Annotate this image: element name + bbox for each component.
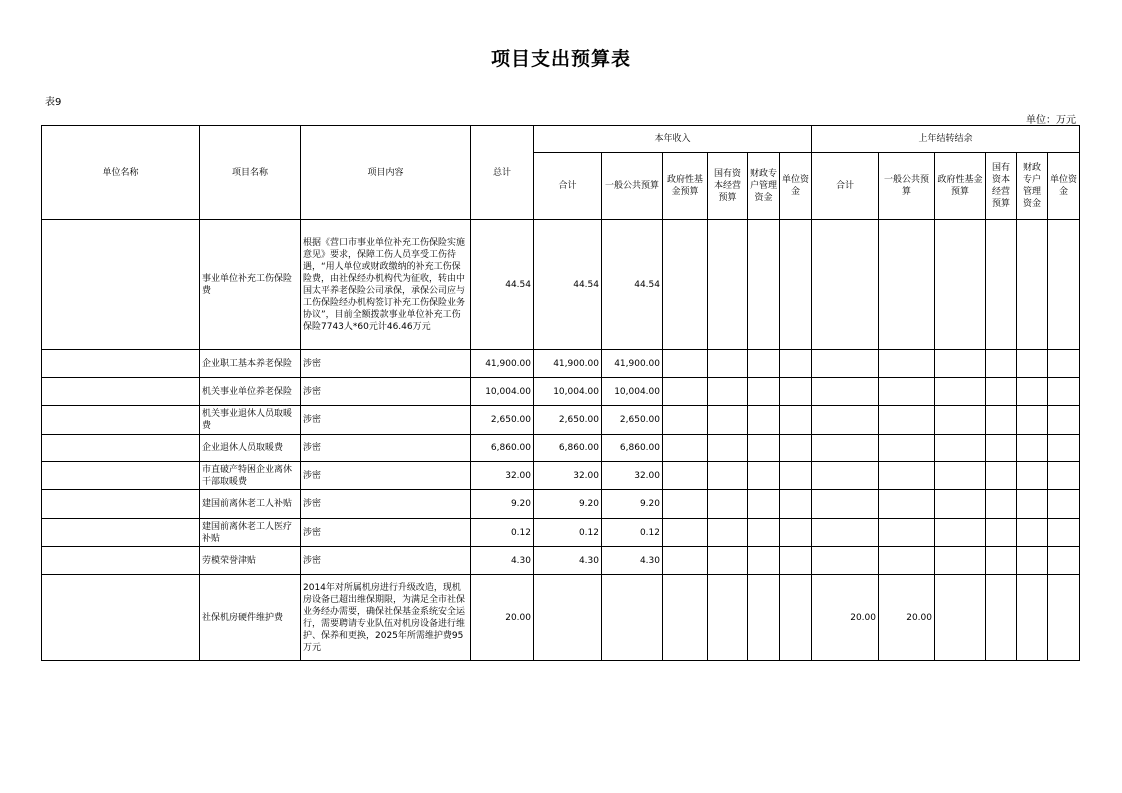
cell-total: 41,900.00: [471, 350, 534, 378]
cell-unit-name: [42, 350, 200, 378]
cell-income-general-budget: 0.12: [602, 519, 663, 547]
cell-income-subtotal: 10,004.00: [534, 378, 602, 406]
header-project-name: 项目名称: [200, 126, 301, 220]
cell-carryover-subtotal: [812, 490, 879, 519]
cell-income-unit-fund: [780, 220, 812, 350]
header-income-fiscal-special: 财政专户管理资金: [748, 153, 780, 220]
header-carryover-gov-fund: 政府性基金预算: [935, 153, 986, 220]
header-total: 总计: [471, 126, 534, 220]
cell-income-general-budget: 6,860.00: [602, 435, 663, 462]
cell-carryover-gov-fund: [935, 547, 986, 575]
cell-unit-name: [42, 435, 200, 462]
cell-income-subtotal: 6,860.00: [534, 435, 602, 462]
cell-carryover-general-budget: [879, 378, 935, 406]
table-row: [42, 378, 1080, 406]
cell-income-unit-fund: [780, 547, 812, 575]
cell-income-state-capital: [708, 575, 748, 661]
page-title: 项目支出预算表: [490, 48, 631, 70]
cell-income-fiscal-special: [748, 490, 780, 519]
cell-income-general-budget: 32.00: [602, 462, 663, 490]
cell-carryover-state-capital: [986, 220, 1017, 350]
cell-income-state-capital: [708, 490, 748, 519]
header-income-state-capital: 国有资本经营预算: [708, 153, 748, 220]
cell-carryover-state-capital: [986, 462, 1017, 490]
cell-income-state-capital: [708, 435, 748, 462]
cell-carryover-fiscal-special: [1017, 575, 1048, 661]
cell-project-name: 机关事业单位养老保险: [200, 378, 301, 406]
cell-project-content: 涉密: [301, 490, 471, 519]
cell-carryover-unit-fund: [1048, 435, 1080, 462]
cell-income-subtotal: 9.20: [534, 490, 602, 519]
header-current-year-income: 本年收入: [534, 126, 812, 153]
cell-income-general-budget: 4.30: [602, 547, 663, 575]
cell-income-general-budget: 10,004.00: [602, 378, 663, 406]
cell-carryover-unit-fund: [1048, 547, 1080, 575]
cell-carryover-subtotal: [812, 435, 879, 462]
cell-project-name: 市直破产特困企业离休干部取暖费: [200, 462, 301, 490]
cell-income-unit-fund: [780, 435, 812, 462]
cell-project-content: 涉密: [301, 406, 471, 435]
table-row: [42, 575, 1080, 661]
cell-total: 32.00: [471, 462, 534, 490]
header-prior-year-carryover: 上年结转结余: [812, 126, 1080, 153]
header-income-general-budget: 一般公共预算: [602, 153, 663, 220]
cell-project-name: 企业职工基本养老保险: [200, 350, 301, 378]
cell-income-unit-fund: [780, 406, 812, 435]
cell-carryover-state-capital: [986, 435, 1017, 462]
table-body: [42, 220, 1080, 661]
cell-carryover-gov-fund: [935, 575, 986, 661]
cell-project-name: 劳模荣誉津贴: [200, 547, 301, 575]
cell-project-content: 2014年对所属机房进行升级改造，现机房设备已超出维保期限，为满足全市社保业务经办需要，确保社保基金系统安全运行，需要聘请专业队伍对机房设备进行维护、保养和更换，2025年所需维护费95万元: [301, 575, 471, 661]
cell-carryover-general-budget: [879, 406, 935, 435]
cell-carryover-subtotal: [812, 220, 879, 350]
cell-income-state-capital: [708, 220, 748, 350]
header-carryover-subtotal: 合计: [812, 153, 879, 220]
cell-carryover-fiscal-special: [1017, 519, 1048, 547]
cell-unit-name: [42, 220, 200, 350]
cell-unit-name: [42, 519, 200, 547]
budget-table: [41, 125, 1080, 661]
cell-carryover-unit-fund: [1048, 462, 1080, 490]
cell-income-fiscal-special: [748, 547, 780, 575]
cell-project-content: 涉密: [301, 462, 471, 490]
cell-income-state-capital: [708, 547, 748, 575]
cell-unit-name: [42, 575, 200, 661]
cell-carryover-state-capital: [986, 490, 1017, 519]
cell-income-gov-fund: [663, 378, 708, 406]
table-row: [42, 435, 1080, 462]
cell-income-unit-fund: [780, 519, 812, 547]
cell-income-subtotal: 4.30: [534, 547, 602, 575]
table-row: [42, 462, 1080, 490]
cell-total: 4.30: [471, 547, 534, 575]
cell-income-subtotal: 44.54: [534, 220, 602, 350]
cell-carryover-subtotal: [812, 519, 879, 547]
cell-carryover-state-capital: [986, 519, 1017, 547]
cell-income-fiscal-special: [748, 575, 780, 661]
cell-carryover-unit-fund: [1048, 575, 1080, 661]
cell-carryover-state-capital: [986, 406, 1017, 435]
cell-income-fiscal-special: [748, 435, 780, 462]
cell-total: 10,004.00: [471, 378, 534, 406]
cell-income-gov-fund: [663, 490, 708, 519]
cell-income-general-budget: 44.54: [602, 220, 663, 350]
cell-carryover-general-budget: [879, 350, 935, 378]
cell-carryover-subtotal: [812, 547, 879, 575]
table-row: [42, 547, 1080, 575]
cell-total: 2,650.00: [471, 406, 534, 435]
table-number: 表9: [45, 97, 62, 108]
cell-income-unit-fund: [780, 462, 812, 490]
header-income-subtotal: 合计: [534, 153, 602, 220]
cell-total: 0.12: [471, 519, 534, 547]
cell-income-general-budget: 2,650.00: [602, 406, 663, 435]
cell-income-subtotal: 0.12: [534, 519, 602, 547]
cell-income-state-capital: [708, 462, 748, 490]
table-header: [42, 126, 1080, 220]
cell-income-gov-fund: [663, 519, 708, 547]
cell-carryover-general-budget: [879, 547, 935, 575]
cell-income-state-capital: [708, 519, 748, 547]
header-unit-name: 单位名称: [42, 126, 200, 220]
cell-total: 44.54: [471, 220, 534, 350]
cell-project-content: 根据《营口市事业单位补充工伤保险实施意见》要求，保障工伤人员享受工伤待遇，“用人单位或财政缴纳的补充工伤保险费，由社保经办机构代为征收，转由中国太平养老保险公司承保，承保公司应与工伤保险经办机构签订补充工伤保险业务协议”，目前全额拨款事业单位补充工伤保险7743人*60元计46.46万元: [301, 220, 471, 350]
cell-carryover-unit-fund: [1048, 350, 1080, 378]
cell-carryover-subtotal: [812, 406, 879, 435]
cell-project-content: 涉密: [301, 378, 471, 406]
header-project-content: 项目内容: [301, 126, 471, 220]
cell-total: 9.20: [471, 490, 534, 519]
cell-unit-name: [42, 406, 200, 435]
unit-label: 单位：万元: [1026, 115, 1076, 126]
header-income-gov-fund: 政府性基金预算: [663, 153, 708, 220]
cell-carryover-subtotal: [812, 378, 879, 406]
cell-carryover-unit-fund: [1048, 490, 1080, 519]
cell-carryover-general-budget: [879, 519, 935, 547]
table-row: [42, 350, 1080, 378]
cell-income-fiscal-special: [748, 350, 780, 378]
cell-carryover-gov-fund: [935, 220, 986, 350]
cell-carryover-fiscal-special: [1017, 406, 1048, 435]
cell-carryover-unit-fund: [1048, 519, 1080, 547]
table-row: [42, 490, 1080, 519]
table-row: [42, 220, 1080, 350]
cell-income-gov-fund: [663, 547, 708, 575]
cell-project-name: 建国前离休老工人补贴: [200, 490, 301, 519]
cell-carryover-gov-fund: [935, 462, 986, 490]
cell-carryover-state-capital: [986, 350, 1017, 378]
cell-unit-name: [42, 462, 200, 490]
cell-carryover-general-budget: [879, 435, 935, 462]
cell-total: 6,860.00: [471, 435, 534, 462]
cell-project-name: 建国前离休老工人医疗补贴: [200, 519, 301, 547]
cell-income-state-capital: [708, 350, 748, 378]
cell-carryover-fiscal-special: [1017, 490, 1048, 519]
header-carryover-unit-fund: 单位资金: [1048, 153, 1080, 220]
cell-income-unit-fund: [780, 378, 812, 406]
cell-income-state-capital: [708, 406, 748, 435]
cell-income-unit-fund: [780, 575, 812, 661]
cell-unit-name: [42, 378, 200, 406]
cell-income-subtotal: [534, 575, 602, 661]
cell-income-subtotal: 32.00: [534, 462, 602, 490]
cell-carryover-general-budget: [879, 220, 935, 350]
cell-carryover-general-budget: [879, 462, 935, 490]
cell-income-unit-fund: [780, 350, 812, 378]
cell-unit-name: [42, 490, 200, 519]
cell-income-gov-fund: [663, 350, 708, 378]
cell-carryover-subtotal: [812, 462, 879, 490]
cell-carryover-unit-fund: [1048, 406, 1080, 435]
cell-project-content: 涉密: [301, 350, 471, 378]
cell-project-name: 企业退休人员取暖费: [200, 435, 301, 462]
cell-total: 20.00: [471, 575, 534, 661]
cell-carryover-subtotal: [812, 350, 879, 378]
cell-carryover-general-budget: [879, 490, 935, 519]
cell-income-gov-fund: [663, 575, 708, 661]
cell-project-content: 涉密: [301, 435, 471, 462]
cell-carryover-gov-fund: [935, 406, 986, 435]
cell-carryover-gov-fund: [935, 435, 986, 462]
cell-income-general-budget: 41,900.00: [602, 350, 663, 378]
cell-project-name: 社保机房硬件维护费: [200, 575, 301, 661]
cell-carryover-fiscal-special: [1017, 220, 1048, 350]
cell-carryover-gov-fund: [935, 519, 986, 547]
cell-income-unit-fund: [780, 490, 812, 519]
header-income-unit-fund: 单位资金: [780, 153, 812, 220]
cell-carryover-fiscal-special: [1017, 462, 1048, 490]
cell-carryover-general-budget: 20.00: [879, 575, 935, 661]
cell-income-gov-fund: [663, 406, 708, 435]
table-row: [42, 519, 1080, 547]
cell-project-content: 涉密: [301, 547, 471, 575]
cell-carryover-unit-fund: [1048, 378, 1080, 406]
cell-carryover-fiscal-special: [1017, 350, 1048, 378]
cell-carryover-subtotal: 20.00: [812, 575, 879, 661]
cell-income-fiscal-special: [748, 406, 780, 435]
header-carryover-fiscal-special: 财政专户管理资金: [1017, 153, 1048, 220]
cell-carryover-fiscal-special: [1017, 378, 1048, 406]
cell-income-general-budget: [602, 575, 663, 661]
cell-carryover-fiscal-special: [1017, 547, 1048, 575]
cell-project-content: 涉密: [301, 519, 471, 547]
cell-project-name: 机关事业退休人员取暖费: [200, 406, 301, 435]
cell-income-fiscal-special: [748, 519, 780, 547]
cell-income-fiscal-special: [748, 378, 780, 406]
cell-carryover-unit-fund: [1048, 220, 1080, 350]
cell-carryover-fiscal-special: [1017, 435, 1048, 462]
cell-carryover-state-capital: [986, 575, 1017, 661]
cell-income-state-capital: [708, 378, 748, 406]
header-carryover-state-capital: 国有资本经营预算: [986, 153, 1017, 220]
cell-income-gov-fund: [663, 462, 708, 490]
cell-income-fiscal-special: [748, 220, 780, 350]
header-carryover-general-budget: 一般公共预算: [879, 153, 935, 220]
cell-project-name: 事业单位补充工伤保险费: [200, 220, 301, 350]
cell-carryover-state-capital: [986, 547, 1017, 575]
cell-income-gov-fund: [663, 435, 708, 462]
cell-income-subtotal: 2,650.00: [534, 406, 602, 435]
cell-income-fiscal-special: [748, 462, 780, 490]
cell-income-subtotal: 41,900.00: [534, 350, 602, 378]
cell-unit-name: [42, 547, 200, 575]
table-row: [42, 406, 1080, 435]
cell-income-gov-fund: [663, 220, 708, 350]
cell-income-general-budget: 9.20: [602, 490, 663, 519]
cell-carryover-gov-fund: [935, 378, 986, 406]
cell-carryover-state-capital: [986, 378, 1017, 406]
cell-carryover-gov-fund: [935, 350, 986, 378]
cell-carryover-gov-fund: [935, 490, 986, 519]
